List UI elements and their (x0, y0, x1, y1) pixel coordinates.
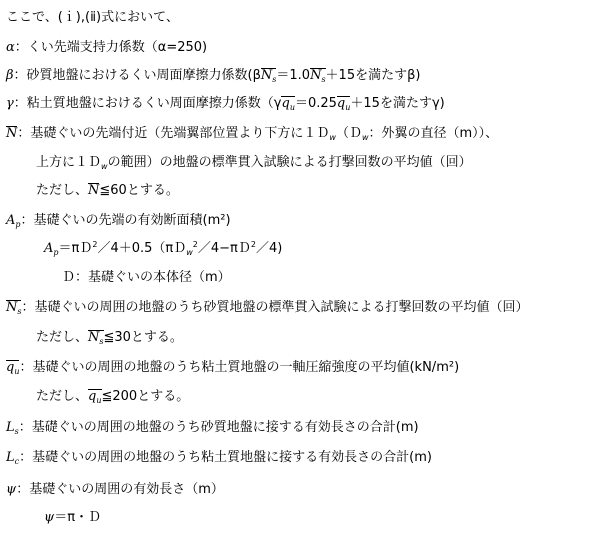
alpha-symbol: α (6, 40, 15, 55)
ls-definition: ：基礎ぐいの周囲の地盤のうち砂質地盤に接する有効長さの合計(m) (18, 420, 419, 435)
nbar-symbol: N (6, 126, 18, 141)
psi-formula-symbol: ψ (44, 510, 55, 525)
gamma-symbol: γ (6, 96, 14, 111)
beta-ns-1: $N_s$ (260, 68, 277, 84)
nbar-dw-sub-3: w (101, 162, 108, 171)
nbar-limit-prefix: ただし、 (36, 183, 89, 198)
alpha-row (6, 40, 207, 56)
ns-limit: ただし、$N_s≦30$とする。 (36, 330, 183, 346)
gamma-definition-post: ＋15を満たすγ) (350, 96, 445, 111)
ls-row (6, 420, 419, 437)
nbar-definition-1: ：基礎ぐいの先端付近（先端翼部位置より下方に１Ｄ (17, 126, 330, 141)
beta-symbol: β (6, 68, 14, 83)
ap-symbol: $A_p$ (6, 213, 21, 229)
gamma-qu-1: $q_u$ (281, 96, 295, 112)
beta-ns-2: $N_s$ (310, 68, 326, 84)
beta-row (6, 68, 420, 84)
nbar-definition-2a: 上方に１Ｄ (36, 155, 102, 170)
nbar-limit-value: ≦60とする。 (99, 183, 179, 198)
ns-row (6, 300, 529, 316)
ls-symbol: $L_s$ (6, 420, 19, 436)
intro-text: ここで、(ｉ),(ⅱ)式において、 (6, 10, 179, 25)
gamma-qu-2: $q_u$ (336, 96, 351, 112)
beta-definition-mid: ＝1.0 (276, 68, 311, 83)
gamma-row (6, 96, 445, 112)
ns-limit-symbol: $N_s$ (88, 330, 104, 346)
ap-row (6, 213, 231, 230)
ap-formula: $A_p=\pi D^2/4+0.5(\pi D_w^2/4-\pi D^2/4)$ (44, 240, 283, 257)
nbar-limit-symbol: N (88, 183, 100, 198)
qu-limit: ただし、$q_u≦200$とする。 (36, 389, 190, 405)
nbar-row-2 (36, 155, 472, 172)
qu-limit-symbol: $q_u$ (88, 389, 102, 405)
nbar-row-3 (36, 183, 179, 199)
beta-definition-pre: ：砂質地盤におけるくい周面摩擦力係数(β (13, 68, 261, 83)
nbar-definition-2b: の範囲）の地盤の標準貫入試験による打撃回数の平均値（回） (107, 155, 472, 170)
ap-formula-symbol: $A_p$ (44, 241, 59, 257)
nbar-definition-1c: ：外翼の直径（m））、 (368, 126, 499, 141)
qu-row (6, 360, 459, 376)
ns-symbol: $N_s$ (6, 300, 22, 316)
nbar-dw-sub-1: w (329, 133, 336, 142)
nbar-dw-sub-2: w (361, 133, 369, 142)
lc-row (6, 450, 432, 467)
nbar-row-1 (6, 126, 498, 143)
lc-definition: ：基礎ぐいの周囲の地盤のうち粘土質地盤に接する有効長さの合計(m) (19, 450, 432, 465)
psi-row (6, 482, 224, 498)
nbar-definition-1b: （Ｄ (335, 126, 362, 141)
qu-symbol: $q_u$ (6, 360, 20, 376)
ns-definition: ：基礎ぐいの周囲の地盤のうち砂質地盤の標準貫入試験による打撃回数の平均値（回） (21, 300, 529, 315)
lc-symbol: $L_c$ (6, 450, 20, 466)
d-definition: Ｄ：基礎ぐいの本体径（m） (62, 270, 231, 285)
gamma-definition-mid: ＝0.25 (294, 96, 337, 111)
psi-symbol: ψ (6, 482, 17, 497)
qu-definition: ：基礎ぐいの周囲の地盤のうち粘土質地盤の一軸圧縮強度の平均値(kN/m²) (19, 360, 460, 375)
gamma-definition-pre: ：粘土質地盤におけるくい周面摩擦力係数（γ (13, 96, 282, 111)
psi-formula: ψ＝π・Ｄ (44, 510, 102, 525)
alpha-definition: ：くい先端支持力係数（α=250) (14, 40, 208, 55)
ap-definition: ：基礎ぐいの先端の有効断面積(m²) (20, 213, 231, 228)
beta-definition-post: ＋15を満たすβ) (325, 68, 421, 83)
psi-definition: ：基礎ぐいの周囲の有効長さ（m） (16, 482, 224, 497)
